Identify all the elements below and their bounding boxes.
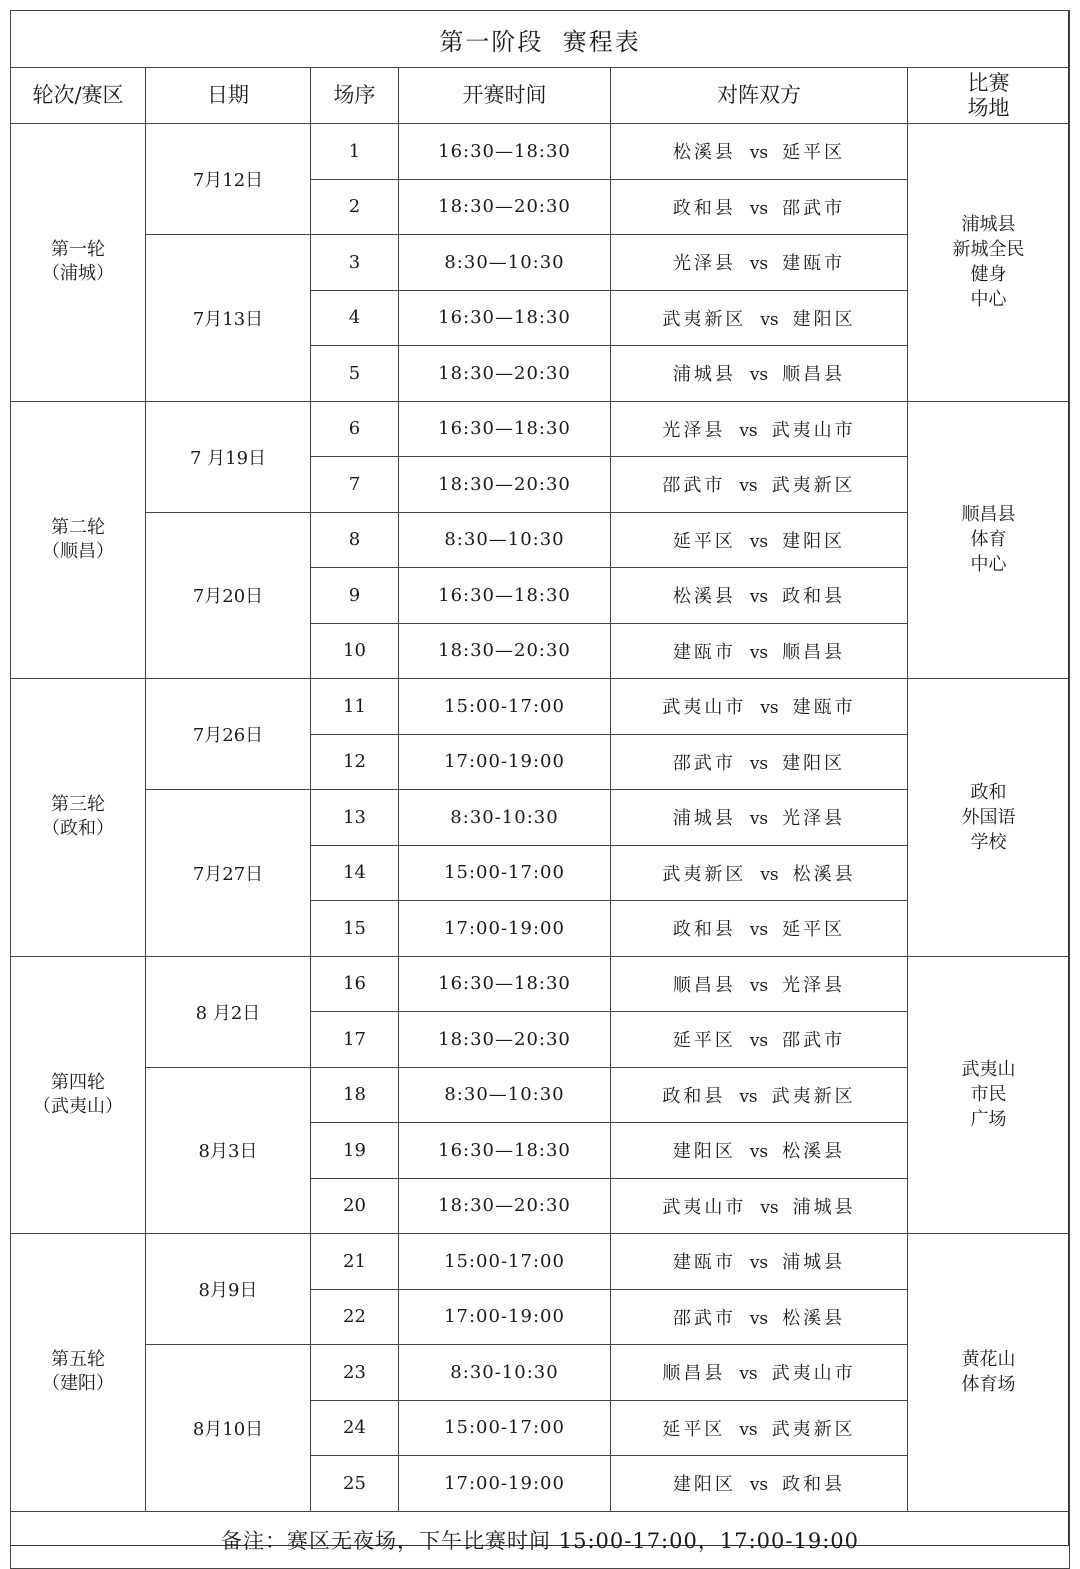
venue-line: 顺昌县 — [961, 504, 1016, 526]
venue-line: 武夷山 — [961, 1059, 1016, 1081]
game-time: 16:30—18:30 — [399, 956, 611, 1012]
away-team: 武夷山市 — [771, 419, 856, 441]
away-team: 顺昌县 — [782, 364, 846, 386]
round-name: 第二轮 — [51, 516, 105, 538]
game-number: 16 — [311, 956, 399, 1012]
home-team: 建瓯市 — [672, 1252, 736, 1274]
vs-label: vs — [760, 864, 779, 885]
matchup-cell — [611, 290, 908, 346]
game-time: 8:30—10:30 — [399, 235, 611, 291]
venue-cell — [908, 124, 1070, 402]
matchup-cell — [611, 623, 908, 679]
vs-label: vs — [739, 1086, 758, 1107]
venue-cell — [908, 1234, 1070, 1512]
vs-label: vs — [749, 198, 769, 219]
round-name: 第一轮 — [51, 239, 105, 261]
vs-label: vs — [749, 642, 769, 663]
game-number: 17 — [311, 1012, 399, 1068]
matchup-cell — [611, 124, 908, 180]
header-order: 场序 — [311, 68, 399, 124]
game-number: 20 — [311, 1178, 399, 1234]
venue-line: 健身 — [970, 264, 1007, 286]
home-team: 武夷新区 — [662, 308, 747, 330]
game-number: 21 — [311, 1234, 399, 1290]
vs-label: vs — [749, 365, 769, 386]
game-number: 3 — [311, 235, 399, 291]
away-team: 建瓯市 — [792, 697, 856, 719]
title-row — [11, 11, 1070, 68]
round-cell — [11, 956, 146, 1234]
venue-line: 外国语 — [961, 806, 1016, 828]
matchup-cell — [611, 346, 908, 402]
matchup-cell — [611, 901, 908, 957]
vs-label: vs — [749, 1031, 769, 1052]
game-number: 4 — [311, 290, 399, 346]
away-team: 延平区 — [782, 919, 846, 941]
vs-label: vs — [749, 975, 769, 996]
game-time: 16:30—18:30 — [399, 1123, 611, 1179]
note-text: 备注：赛区无夜场，下午比赛时间 15:00-17:00，17:00-19:00 — [11, 1511, 1070, 1568]
away-team: 松溪县 — [792, 863, 856, 885]
table-row — [11, 1234, 1070, 1290]
table-row — [11, 956, 1070, 1012]
matchup-cell — [611, 1234, 908, 1290]
header-date: 日期 — [146, 68, 311, 124]
away-team: 浦城县 — [782, 1252, 846, 1274]
vs-label: vs — [749, 1253, 769, 1274]
date-cell: 7月20日 — [146, 512, 311, 679]
round-name: 第三轮 — [51, 794, 105, 816]
date-cell: 7 月19日 — [146, 401, 311, 512]
round-name: 第四轮 — [51, 1071, 105, 1093]
away-team: 建阳区 — [792, 308, 856, 330]
page-title: 第一阶段 赛程表 — [11, 11, 1070, 68]
date-cell: 7月26日 — [146, 679, 311, 790]
away-team: 武夷新区 — [771, 1418, 856, 1440]
home-team: 松溪县 — [672, 586, 736, 608]
vs-label: vs — [749, 1142, 769, 1163]
table-row — [11, 679, 1070, 735]
round-cell — [11, 1234, 146, 1512]
game-time: 17:00-19:00 — [399, 734, 611, 790]
game-time: 15:00-17:00 — [399, 845, 611, 901]
matchup-cell — [611, 1289, 908, 1345]
home-team: 建阳区 — [672, 1141, 736, 1163]
matchup-cell — [611, 734, 908, 790]
date-cell: 7月13日 — [146, 235, 311, 402]
venue-cell — [908, 679, 1070, 957]
away-team: 武夷山市 — [771, 1363, 856, 1385]
away-team: 顺昌县 — [782, 641, 846, 663]
home-team: 浦城县 — [672, 808, 736, 830]
venue-line: 学校 — [970, 831, 1007, 853]
home-team: 邵武市 — [672, 752, 736, 774]
home-team: 顺昌县 — [672, 974, 736, 996]
vs-label: vs — [739, 1419, 758, 1440]
home-team: 延平区 — [672, 1030, 736, 1052]
game-number: 11 — [311, 679, 399, 735]
vs-label: vs — [739, 1364, 758, 1385]
venue-line: 体育 — [970, 529, 1007, 551]
vs-label: vs — [760, 1197, 779, 1218]
matchup-cell — [611, 401, 908, 457]
game-number: 19 — [311, 1123, 399, 1179]
home-team: 武夷山市 — [662, 697, 747, 719]
away-team: 邵武市 — [782, 1030, 846, 1052]
game-time: 8:30—10:30 — [399, 512, 611, 568]
game-number: 23 — [311, 1345, 399, 1401]
game-time: 8:30—10:30 — [399, 1067, 611, 1123]
home-team: 光泽县 — [662, 419, 726, 441]
game-time: 18:30—20:30 — [399, 1012, 611, 1068]
home-team: 政和县 — [662, 1085, 726, 1107]
game-number: 6 — [311, 401, 399, 457]
round-area: （建阳） — [42, 1373, 114, 1395]
home-team: 武夷山市 — [662, 1196, 747, 1218]
matchup-cell — [611, 1178, 908, 1234]
game-number: 7 — [311, 457, 399, 513]
vs-label: vs — [749, 587, 769, 608]
away-team: 武夷新区 — [771, 475, 856, 497]
away-team: 政和县 — [782, 586, 846, 608]
away-team: 延平区 — [782, 142, 846, 164]
round-cell — [11, 679, 146, 957]
game-number: 13 — [311, 790, 399, 846]
matchup-cell — [611, 568, 908, 624]
round-area: （政和） — [42, 818, 114, 840]
game-time: 18:30—20:30 — [399, 457, 611, 513]
venue-line: 广场 — [970, 1109, 1007, 1131]
game-time: 16:30—18:30 — [399, 290, 611, 346]
vs-label: vs — [749, 143, 769, 164]
game-time: 15:00-17:00 — [399, 1400, 611, 1456]
home-team: 邵武市 — [672, 1307, 736, 1329]
date-cell: 8月10日 — [146, 1345, 311, 1512]
venue-line: 新城全民 — [952, 239, 1025, 261]
venue-line: 政和 — [970, 781, 1007, 803]
matchup-cell — [611, 1456, 908, 1512]
matchup-cell — [611, 790, 908, 846]
vs-label: vs — [749, 920, 769, 941]
away-team: 浦城县 — [792, 1196, 856, 1218]
vs-label: vs — [760, 698, 779, 719]
matchup-cell — [611, 1012, 908, 1068]
away-team: 建阳区 — [782, 752, 846, 774]
venue-line: 市民 — [970, 1084, 1007, 1106]
round-cell — [11, 124, 146, 402]
vs-label: vs — [749, 254, 769, 275]
matchup-cell — [611, 1067, 908, 1123]
round-area: （顺昌） — [42, 540, 114, 562]
game-number: 15 — [311, 901, 399, 957]
matchup-cell — [611, 235, 908, 291]
vs-label: vs — [749, 531, 769, 552]
matchup-cell — [611, 1345, 908, 1401]
away-team: 松溪县 — [782, 1307, 846, 1329]
game-number: 25 — [311, 1456, 399, 1512]
venue-line: 浦城县 — [961, 214, 1016, 236]
round-name: 第五轮 — [51, 1349, 105, 1371]
game-time: 16:30—18:30 — [399, 124, 611, 180]
game-time: 17:00-19:00 — [399, 1456, 611, 1512]
game-time: 8:30-10:30 — [399, 1345, 611, 1401]
game-time: 18:30—20:30 — [399, 623, 611, 679]
game-time: 17:00-19:00 — [399, 1289, 611, 1345]
game-number: 18 — [311, 1067, 399, 1123]
home-team: 建阳区 — [672, 1474, 736, 1496]
venue-cell — [908, 956, 1070, 1234]
home-team: 建瓯市 — [672, 641, 736, 663]
table-row — [11, 124, 1070, 180]
note-row — [11, 1511, 1070, 1568]
away-team: 邵武市 — [782, 197, 846, 219]
away-team: 建瓯市 — [782, 253, 846, 275]
game-time: 18:30—20:30 — [399, 1178, 611, 1234]
vs-label: vs — [739, 476, 758, 497]
away-team: 政和县 — [782, 1474, 846, 1496]
venue-line: 中心 — [970, 554, 1007, 576]
away-team: 光泽县 — [782, 808, 846, 830]
home-team: 浦城县 — [672, 364, 736, 386]
venue-line: 体育场 — [961, 1374, 1016, 1396]
game-number: 22 — [311, 1289, 399, 1345]
header-matchup: 对阵双方 — [611, 68, 908, 124]
round-area: （浦城） — [42, 263, 114, 285]
venue-line: 中心 — [970, 289, 1007, 311]
home-team: 政和县 — [672, 919, 736, 941]
matchup-cell — [611, 512, 908, 568]
vs-label: vs — [749, 1308, 769, 1329]
home-team: 邵武市 — [662, 475, 726, 497]
game-number: 10 — [311, 623, 399, 679]
date-cell: 8月9日 — [146, 1234, 311, 1345]
home-team: 松溪县 — [672, 142, 736, 164]
game-number: 24 — [311, 1400, 399, 1456]
game-number: 1 — [311, 124, 399, 180]
schedule-table — [10, 10, 1070, 1569]
header-row — [11, 68, 1070, 124]
game-time: 16:30—18:30 — [399, 568, 611, 624]
game-time: 8:30-10:30 — [399, 790, 611, 846]
vs-label: vs — [749, 753, 769, 774]
game-number: 2 — [311, 179, 399, 235]
game-number: 14 — [311, 845, 399, 901]
home-team: 顺昌县 — [662, 1363, 726, 1385]
game-number: 5 — [311, 346, 399, 402]
home-team: 武夷新区 — [662, 863, 747, 885]
matchup-cell — [611, 845, 908, 901]
header-round: 轮次/赛区 — [11, 68, 146, 124]
game-time: 18:30—20:30 — [399, 346, 611, 402]
header-venue — [908, 68, 1070, 124]
away-team: 建阳区 — [782, 530, 846, 552]
home-team: 延平区 — [672, 530, 736, 552]
away-team: 松溪县 — [782, 1141, 846, 1163]
matchup-cell — [611, 679, 908, 735]
header-time: 开赛时间 — [399, 68, 611, 124]
date-cell: 8 月2日 — [146, 956, 311, 1067]
date-cell: 8月3日 — [146, 1067, 311, 1234]
matchup-cell — [611, 457, 908, 513]
date-cell: 7月27日 — [146, 790, 311, 957]
game-time: 16:30—18:30 — [399, 401, 611, 457]
venue-cell — [908, 401, 1070, 679]
home-team: 延平区 — [662, 1418, 726, 1440]
game-number: 12 — [311, 734, 399, 790]
matchup-cell — [611, 1400, 908, 1456]
vs-label: vs — [749, 809, 769, 830]
game-time: 15:00-17:00 — [399, 679, 611, 735]
game-number: 8 — [311, 512, 399, 568]
round-area: （武夷山） — [33, 1095, 123, 1117]
venue-line: 黄花山 — [961, 1349, 1016, 1371]
date-cell: 7月12日 — [146, 124, 311, 235]
matchup-cell — [611, 179, 908, 235]
game-number: 9 — [311, 568, 399, 624]
vs-label: vs — [739, 420, 758, 441]
home-team: 光泽县 — [672, 253, 736, 275]
header-venue-line: 场地 — [967, 95, 1010, 120]
game-time: 17:00-19:00 — [399, 901, 611, 957]
home-team: 政和县 — [672, 197, 736, 219]
matchup-cell — [611, 956, 908, 1012]
vs-label: vs — [760, 309, 779, 330]
away-team: 武夷新区 — [771, 1085, 856, 1107]
round-cell — [11, 401, 146, 679]
game-time: 15:00-17:00 — [399, 1234, 611, 1290]
game-time: 18:30—20:30 — [399, 179, 611, 235]
matchup-cell — [611, 1123, 908, 1179]
header-venue-line: 比赛 — [967, 70, 1010, 95]
away-team: 光泽县 — [782, 974, 846, 996]
vs-label: vs — [749, 1475, 769, 1496]
table-row — [11, 401, 1070, 457]
